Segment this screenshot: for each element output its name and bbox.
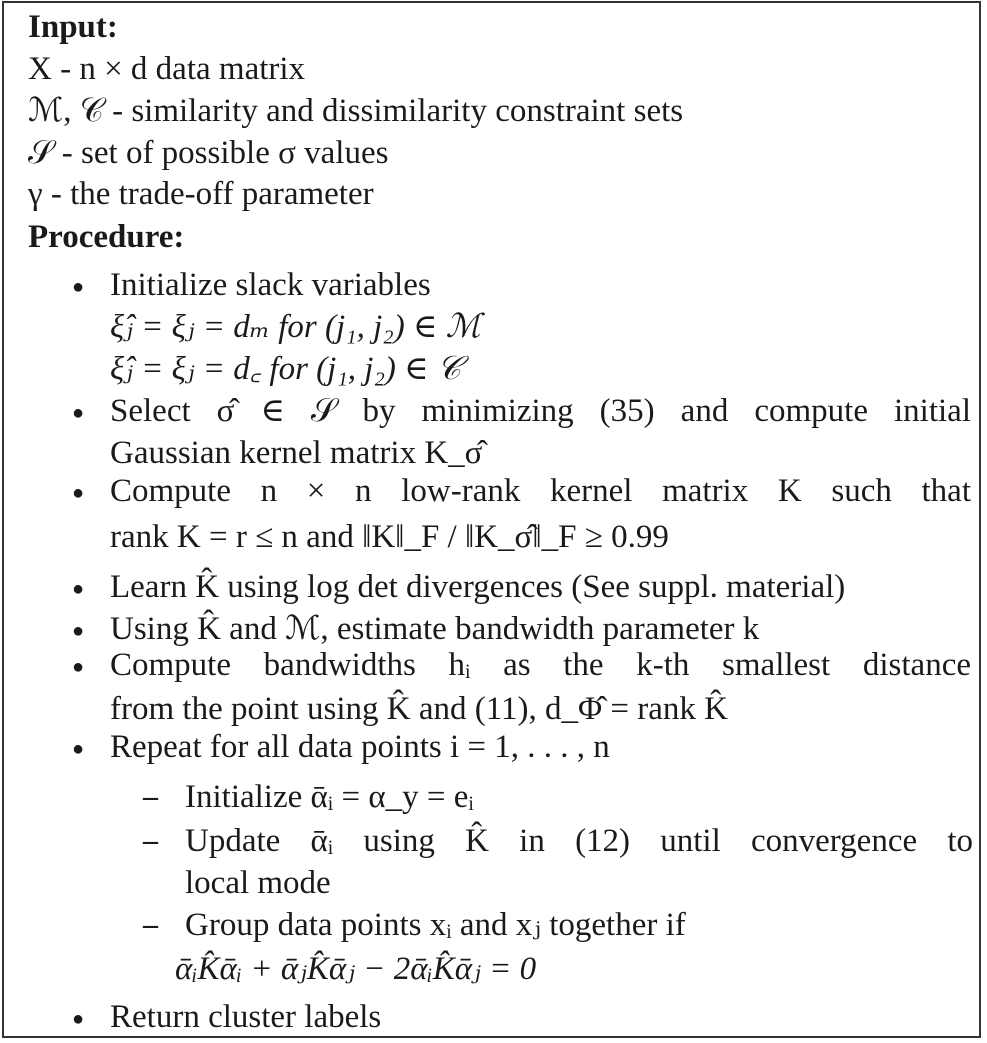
substep-group-condition: ᾱᵢK̂ᾱᵢ + ᾱⱼK̂ᾱⱼ − 2ᾱᵢK̂ᾱⱼ = 0 xyxy=(175,951,537,987)
bullet-icon: ● xyxy=(72,738,85,760)
step-gaussian-kernel: Gaussian kernel matrix K_σ̂ xyxy=(110,435,483,471)
input-data-matrix: X - n × d data matrix xyxy=(28,51,306,87)
step-low-rank-kernel: Compute n × n low-rank kernel matrix K such that xyxy=(110,473,971,509)
step-slack-dissimilar: ξ̂ⱼ = ξⱼ = d꜀ for (j₁, j₂) ∈ 𝒞 xyxy=(110,351,461,387)
bullet-icon: ● xyxy=(72,276,85,298)
bullet-icon: ● xyxy=(72,482,85,504)
input-heading: Input: xyxy=(28,9,118,45)
bullet-icon: ● xyxy=(72,402,85,424)
substep-local-mode: local mode xyxy=(185,865,331,901)
procedure-heading: Procedure: xyxy=(28,219,185,255)
substep-group-points: Group data points xᵢ and xⱼ together if xyxy=(185,907,686,943)
bullet-icon: ● xyxy=(72,578,85,600)
bullet-icon: ● xyxy=(72,620,85,642)
step-learn-kernel: Learn K̂ using log det divergences (See suppl. material) xyxy=(110,569,846,605)
dash-icon: – xyxy=(143,780,158,813)
input-sigma-set: 𝒮 - set of possible σ values xyxy=(28,135,389,171)
step-return-labels: Return cluster labels xyxy=(110,999,382,1035)
step-compute-bandwidths: Compute bandwidths hᵢ as the k-th smallest distance xyxy=(110,647,971,683)
step-rank-d-phi: from the point using K̂ and (11), d_Φ̂ = rank K̂ xyxy=(110,691,728,727)
step-select-sigma: Select σ̂ ∈ 𝒮 by minimizing (35) and compute initial xyxy=(110,393,971,429)
step-rank-condition: rank K = r ≤ n and ‖K‖_F / ‖K_σ̂‖_F ≥ 0.99 xyxy=(110,519,669,555)
substep-update-alpha: Update ᾱᵢ using K̂ in (12) until convergence to xyxy=(185,823,973,859)
bullet-icon: ● xyxy=(72,656,85,678)
step-repeat-all-points: Repeat for all data points i = 1, . . . , n xyxy=(110,729,610,765)
step-estimate-bandwidth: Using K̂ and ℳ, estimate bandwidth parameter k xyxy=(110,611,760,647)
dash-icon: – xyxy=(143,824,158,857)
input-tradeoff: γ - the trade-off parameter xyxy=(28,176,374,212)
dash-icon: – xyxy=(143,908,158,941)
substep-initialize-alpha: Initialize ᾱᵢ = α_y = eᵢ xyxy=(185,779,474,815)
step-slack-similar: ξ̂ⱼ = ξⱼ = dₘ for (j₁, j₂) ∈ ℳ xyxy=(110,309,481,345)
step-initialize-slack: Initialize slack variables xyxy=(110,267,431,303)
bullet-icon: ● xyxy=(72,1008,85,1030)
input-constraint-sets: ℳ, 𝒞 - similarity and dissimilarity constraint sets xyxy=(28,93,684,129)
